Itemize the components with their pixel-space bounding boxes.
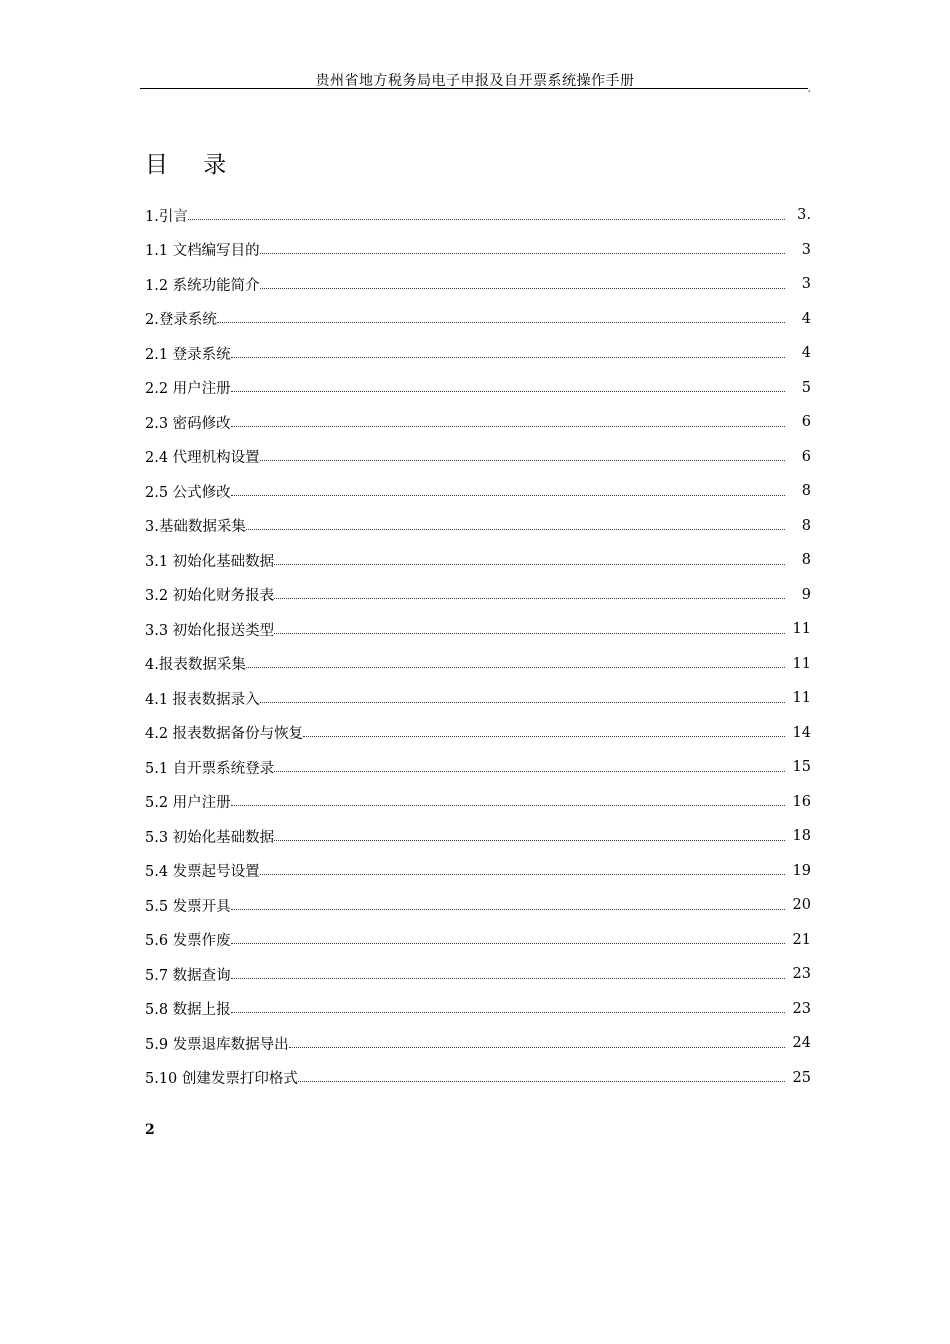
toc-leader	[217, 322, 785, 323]
toc-leader	[260, 702, 785, 703]
toc-leader	[231, 978, 785, 979]
toc-entry-label: 4.2 报表数据备份与恢复	[145, 726, 304, 743]
toc-entry-page: 5	[801, 379, 811, 396]
toc-entry-label: 1.1 文档编写目的	[145, 243, 260, 260]
toc-entry-label: 5.5 发票开具	[145, 898, 231, 915]
toc-entry-page: 6	[801, 448, 811, 465]
header-mark: ,	[808, 84, 811, 93]
toc-entry-label: 1.引言	[145, 208, 188, 225]
toc-entry-page: 11	[792, 690, 811, 707]
toc-entry-page: 14	[792, 724, 811, 741]
toc-entry-page: 3.	[797, 207, 811, 224]
toc-entry-label: 5.3 初始化基础数据	[145, 829, 275, 846]
toc-leader	[260, 253, 785, 254]
toc-entry[interactable]	[145, 405, 811, 440]
toc-entry[interactable]	[145, 509, 811, 544]
toc-entry[interactable]	[145, 267, 811, 302]
toc-entry-label: 1.2 系统功能简介	[145, 277, 260, 294]
toc-entry-page: 19	[792, 862, 811, 879]
toc-entry-label: 2.4 代理机构设置	[145, 450, 260, 467]
toc-leader	[231, 1012, 785, 1013]
toc-entry-label: 5.4 发票起号设置	[145, 864, 260, 881]
toc-leader	[231, 391, 785, 392]
toc-entry-label: 3.1 初始化基础数据	[145, 553, 275, 570]
toc-entry[interactable]	[145, 302, 811, 337]
toc-leader	[303, 736, 785, 737]
toc-entry[interactable]	[145, 1061, 811, 1096]
toc-entry[interactable]	[145, 371, 811, 406]
toc-entry-label: 5.2 用户注册	[145, 795, 231, 812]
toc-entry-page: 23	[792, 966, 811, 983]
toc-entry-page: 20	[792, 897, 811, 914]
toc-title: 目 录	[145, 152, 241, 178]
toc-entry-page: 4	[801, 345, 811, 362]
toc-entry-label: 2.5 公式修改	[145, 484, 231, 501]
toc-leader	[260, 460, 785, 461]
toc-leader	[274, 771, 785, 772]
toc-entry-label: 5.9 发票退库数据导出	[145, 1036, 289, 1053]
toc-entry[interactable]	[145, 785, 811, 820]
toc-leader	[246, 667, 785, 668]
toc-entry[interactable]	[145, 716, 811, 751]
toc-leader	[231, 495, 785, 496]
toc-entry-page: 25	[792, 1069, 811, 1086]
toc-entry-page: 3	[801, 276, 811, 293]
toc-leader	[231, 909, 785, 910]
toc-entry-page: 18	[792, 828, 811, 845]
toc-entry[interactable]	[145, 923, 811, 958]
toc-entry[interactable]	[145, 819, 811, 854]
toc-leader	[231, 357, 785, 358]
toc-entry[interactable]	[145, 1026, 811, 1061]
page-number: 2	[145, 1122, 155, 1138]
toc-entry-label: 4.1 报表数据录入	[145, 691, 260, 708]
toc-entry-page: 11	[792, 655, 811, 672]
toc-entry-page: 16	[792, 793, 811, 810]
toc-entry-page: 6	[801, 414, 811, 431]
toc-entry-label: 5.1 自开票系统登录	[145, 760, 275, 777]
toc-entry-label: 5.7 数据查询	[145, 967, 231, 984]
toc-entry-label: 3.基础数据采集	[145, 519, 246, 536]
toc-entry-label: 5.10 创建发票打印格式	[145, 1071, 298, 1088]
toc-leader	[231, 426, 785, 427]
table-of-contents	[145, 198, 811, 1095]
toc-leader	[231, 805, 785, 806]
header-rule	[140, 88, 808, 89]
toc-entry-page: 23	[792, 1000, 811, 1017]
toc-entry[interactable]	[145, 957, 811, 992]
toc-entry-page: 15	[792, 759, 811, 776]
toc-leader	[260, 874, 785, 875]
toc-entry[interactable]	[145, 336, 811, 371]
toc-entry-label: 2.2 用户注册	[145, 381, 231, 398]
toc-leader	[188, 219, 785, 220]
toc-entry-label: 2.3 密码修改	[145, 415, 231, 432]
toc-entry-page: 3	[801, 241, 811, 258]
toc-leader	[246, 529, 785, 530]
toc-entry[interactable]	[145, 474, 811, 509]
toc-entry[interactable]	[145, 612, 811, 647]
toc-leader	[274, 633, 785, 634]
toc-entry-page: 8	[801, 483, 811, 500]
toc-entry-page: 11	[792, 621, 811, 638]
toc-entry[interactable]	[145, 854, 811, 889]
toc-entry[interactable]	[145, 578, 811, 613]
toc-entry-label: 2.登录系统	[145, 312, 217, 329]
toc-leader	[298, 1081, 785, 1082]
toc-leader	[274, 564, 785, 565]
toc-entry-label: 4.报表数据采集	[145, 657, 246, 674]
toc-leader	[260, 288, 785, 289]
toc-entry-page: 24	[792, 1035, 811, 1052]
toc-leader	[289, 1047, 785, 1048]
toc-entry[interactable]	[145, 992, 811, 1027]
toc-entry-page: 9	[801, 586, 811, 603]
toc-entry[interactable]	[145, 543, 811, 578]
toc-entry-page: 8	[801, 517, 811, 534]
header-title: 贵州省地方税务局电子申报及自开票系统操作手册	[315, 73, 635, 89]
toc-entry-label: 3.3 初始化报送类型	[145, 622, 275, 639]
toc-entry-page: 4	[801, 310, 811, 327]
toc-leader	[274, 598, 785, 599]
toc-entry-page: 8	[801, 552, 811, 569]
toc-entry[interactable]	[145, 888, 811, 923]
toc-leader	[231, 943, 785, 944]
toc-entry-label: 5.6 发票作废	[145, 933, 231, 950]
toc-entry[interactable]	[145, 750, 811, 785]
toc-entry-label: 5.8 数据上报	[145, 1002, 231, 1019]
toc-entry-label: 2.1 登录系统	[145, 346, 231, 363]
toc-entry[interactable]	[145, 681, 811, 716]
toc-leader	[274, 840, 785, 841]
toc-entry-page: 21	[792, 931, 811, 948]
toc-entry[interactable]	[145, 198, 811, 233]
toc-entry[interactable]	[145, 647, 811, 682]
toc-entry[interactable]	[145, 440, 811, 475]
toc-entry[interactable]	[145, 233, 811, 268]
toc-entry-label: 3.2 初始化财务报表	[145, 588, 275, 605]
